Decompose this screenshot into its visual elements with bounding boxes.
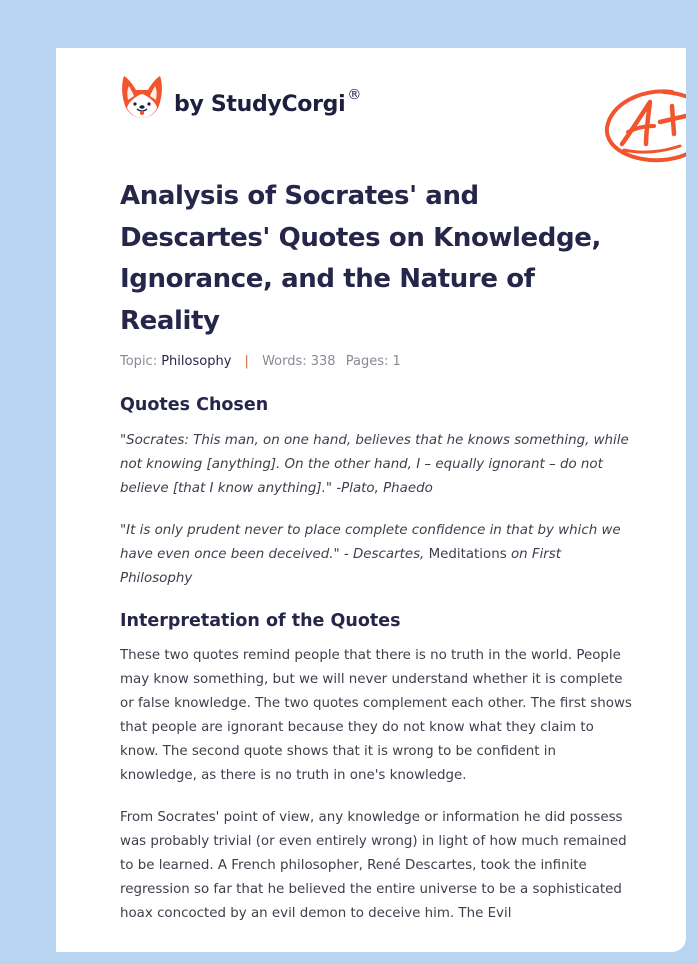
corgi-icon: [120, 74, 164, 120]
paragraph: These two quotes remind people that there is no truth in the world. People may know something, but we will never understand whether it is complete or false knowledge. The two quotes complement each other. The first shows that people are ignorant because they do not know what they claim to know. The second quote shows that it is wrong to be confident in knowledge, as there is no truth in one's knowledge.: [120, 648, 632, 783]
article: [120, 176, 632, 926]
quote-socrates: "Socrates: This man, on one hand, believes that he knows something, while not knowing [anything]. On the other hand, I – equally ignorant – do not believe [that I know anything]." -Plato, Phaedo: [120, 433, 629, 496]
word-count: Words: 338: [262, 354, 336, 369]
header: [120, 74, 640, 124]
topic-link[interactable]: Philosophy: [161, 354, 232, 369]
document-card: [56, 48, 686, 952]
page-count: Pages: 1: [345, 354, 401, 369]
section-heading-interpretation: Interpretation of the Quotes: [120, 611, 401, 631]
page-title: Analysis of Socrates' and Descartes' Quotes on Knowledge, Ignorance, and the Nature of Reality: [120, 181, 601, 336]
section-heading-quotes-chosen: Quotes Chosen: [120, 395, 269, 415]
registered-mark: ®: [347, 87, 362, 103]
document-meta: [120, 354, 632, 369]
meta-separator: |: [244, 354, 249, 369]
topic-label: Topic:: [120, 354, 158, 369]
a-plus-grade-icon: [602, 86, 686, 166]
brand-name: by StudyCorgi ®: [174, 87, 362, 117]
quote-descartes: "It is only prudent never to place complete confidence in that by which we have even once been deceived." - Descartes, Meditations on First Philosophy: [120, 523, 621, 586]
paragraph: From Socrates' point of view, any knowledge or information he did possess was probably trivial (or even entirely wrong) in light of how much remained to be learned. A French philosopher, René Descartes, took the infinite regression so far that he believed the entire universe to be a sophisticated hoax concocted by an evil demon to deceive him. The Evil: [120, 810, 627, 921]
